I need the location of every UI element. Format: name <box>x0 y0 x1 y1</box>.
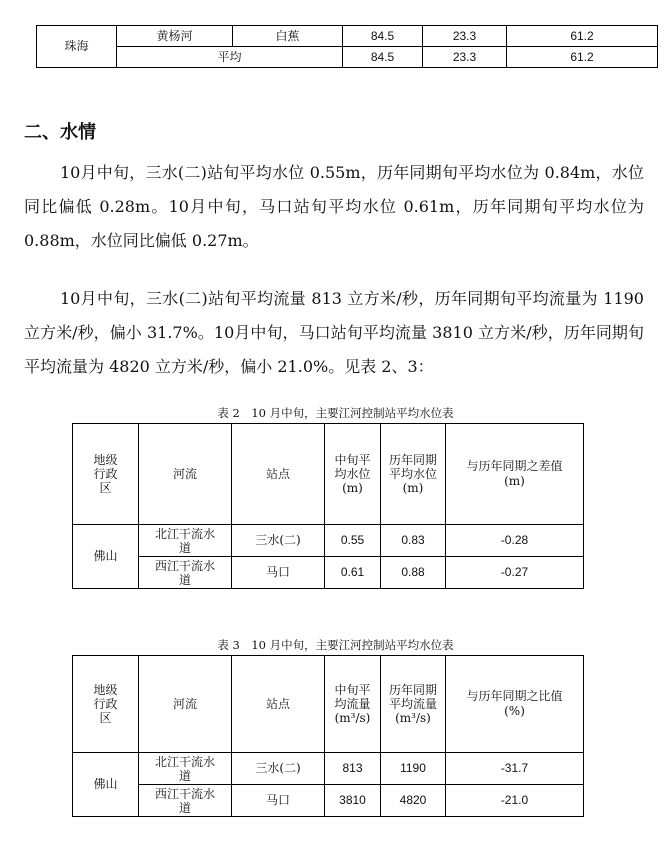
region-cell: 佛山 <box>73 525 139 589</box>
header-history-flow: 历年同期平均流量(m³/s) <box>381 656 446 753</box>
value-cell: 23.3 <box>423 26 507 47</box>
river-cell: 北江干流水道 <box>139 525 232 557</box>
value-cell: 3810 <box>325 785 381 817</box>
paragraph-flow: 10月中旬，三水(二)站旬平均流量 813 立方米/秒，历年同期旬平均流量为 1190 立方米/秒，偏小 31.7%。10月中旬，马口站旬平均流量 3810 立方米/秒，历年同期旬平均流量为 4820 立方米/秒，偏小 21.0%。见表 2、3： <box>24 289 644 376</box>
header-river: 河流 <box>139 656 232 753</box>
header-difference: 与历年同期之差值(m) <box>446 424 584 525</box>
station-cell: 三水(二) <box>232 753 325 785</box>
value-cell: -21.0 <box>446 785 584 817</box>
value-cell: 0.88 <box>381 557 446 589</box>
value-cell: 61.2 <box>507 26 658 47</box>
station-cell: 马口 <box>232 785 325 817</box>
value-cell: 84.5 <box>343 26 423 47</box>
region-cell: 佛山 <box>73 753 139 817</box>
value-cell: 61.2 <box>507 47 658 68</box>
header-station: 站点 <box>232 656 325 753</box>
header-station: 站点 <box>232 424 325 525</box>
value-cell: 23.3 <box>423 47 507 68</box>
table3-caption: 表 3 10 月中旬，主要江河控制站平均水位表 <box>217 638 454 652</box>
value-cell: 0.83 <box>381 525 446 557</box>
value-cell: 84.5 <box>343 47 423 68</box>
station-cell: 白蕉 <box>233 26 343 47</box>
value-cell: -0.27 <box>446 557 584 589</box>
value-cell: -0.28 <box>446 525 584 557</box>
top-table <box>36 25 658 68</box>
header-avg-flow: 中旬平均流量(m³/s) <box>325 656 381 753</box>
value-cell: 0.55 <box>325 525 381 557</box>
header-river: 河流 <box>139 424 232 525</box>
value-cell: 0.61 <box>325 557 381 589</box>
paragraph-water-level: 10月中旬，三水(二)站旬平均水位 0.55m，历年同期旬平均水位为 0.84m，水位同比偏低 0.28m。10月中旬，马口站旬平均水位 0.61m，历年同期旬平均水位为 0.88m，水位同比偏低 0.27m。 <box>24 163 644 250</box>
river-cell: 黄杨河 <box>117 26 233 47</box>
station-cell: 三水(二) <box>232 525 325 557</box>
value-cell: 1190 <box>381 753 446 785</box>
river-cell: 西江干流水道 <box>139 785 232 817</box>
header-history-level: 历年同期平均水位(m) <box>381 424 446 525</box>
station-cell: 马口 <box>232 557 325 589</box>
river-cell: 西江干流水道 <box>139 557 232 589</box>
section-heading: 二、水情 <box>24 122 96 143</box>
average-label-cell: 平均 <box>117 47 343 68</box>
header-region: 地级行政区 <box>73 656 139 753</box>
value-cell: -31.7 <box>446 753 584 785</box>
river-cell: 北江干流水道 <box>139 753 232 785</box>
header-region: 地级行政区 <box>73 424 139 525</box>
table2-caption: 表 2 10 月中旬，主要江河控制站平均水位表 <box>217 406 454 420</box>
header-avg-level: 中旬平均水位(m) <box>325 424 381 525</box>
region-cell: 珠海 <box>37 26 117 68</box>
value-cell: 813 <box>325 753 381 785</box>
value-cell: 4820 <box>381 785 446 817</box>
table3 <box>72 655 584 817</box>
header-ratio: 与历年同期之比值(%) <box>446 656 584 753</box>
table2 <box>72 423 584 589</box>
